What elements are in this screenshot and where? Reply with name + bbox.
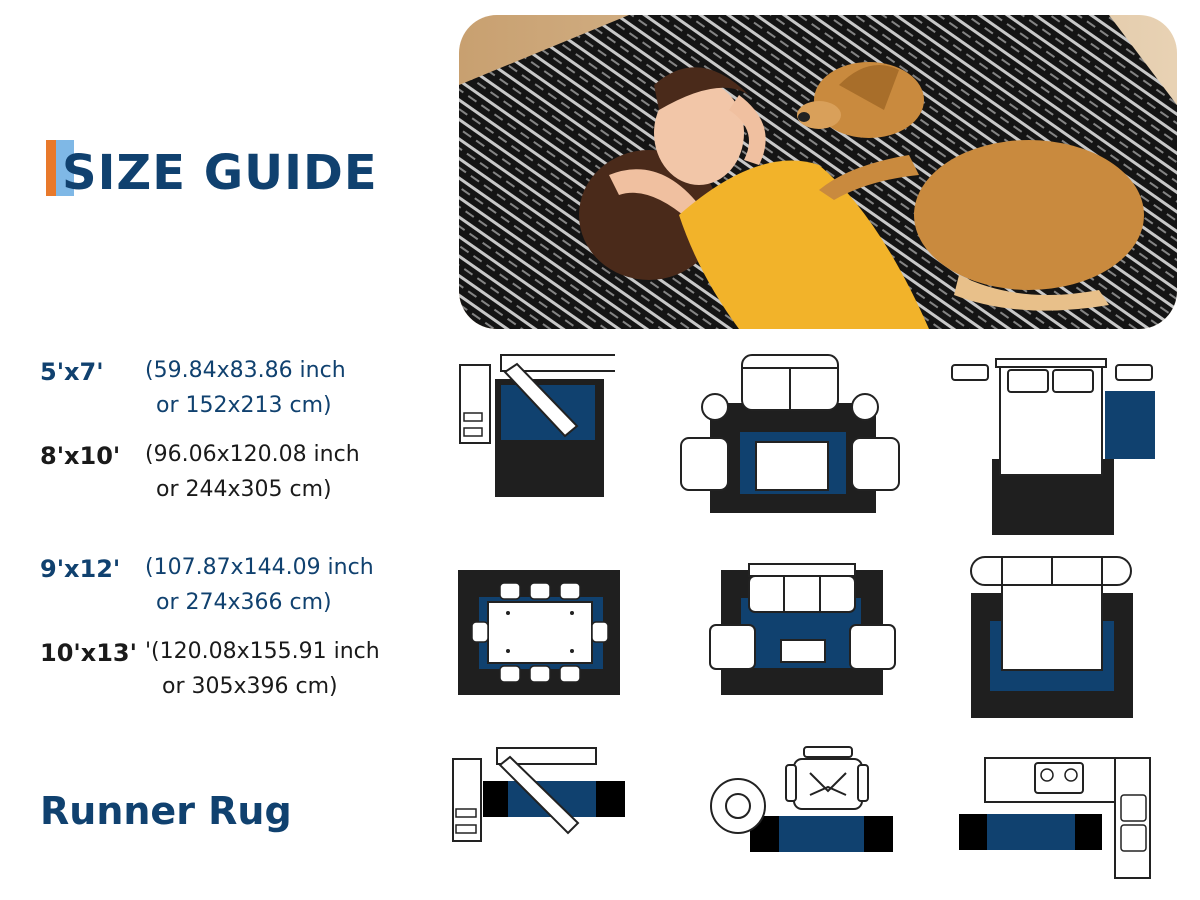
title-accent-orange: [46, 140, 56, 196]
size-label-9x12: 9'x12': [40, 555, 121, 583]
girl-and-dog-photo: [459, 15, 1177, 329]
office-layout-icon-5x7: [455, 350, 615, 505]
page-title: SIZE GUIDE: [62, 145, 378, 201]
kitchen-runner-layout-icon: [955, 755, 1155, 880]
bedroom-layout-icon-9x12: [967, 553, 1137, 721]
size-dims-9x12-inch: (107.87x144.09 inch: [145, 555, 374, 580]
size-dims-5x7-inch: (59.84x83.86 inch: [145, 358, 346, 383]
size-label-8x10: 8'x10': [40, 442, 121, 470]
size-label-5x7: 5'x7': [40, 358, 104, 386]
living-room-layout-icon-9x12: [705, 560, 900, 700]
size-dims-10x13-inch: '(120.08x155.91 inch: [145, 639, 380, 664]
size-dims-10x13-cm: or 305x396 cm): [162, 674, 338, 699]
office-runner-layout-icon: [450, 745, 630, 845]
dining-room-layout-icon-9x12: [455, 568, 625, 698]
runner-rug-label: Runner Rug: [40, 789, 292, 833]
size-dims-5x7-cm: or 152x213 cm): [156, 393, 332, 418]
product-photo: [459, 15, 1177, 329]
living-room-layout-icon-5x7: [678, 350, 903, 515]
living-room-runner-layout-icon: [706, 743, 898, 855]
size-dims-8x10-inch: (96.06x120.08 inch: [145, 442, 360, 467]
bedroom-layout-icon-5x7: [948, 355, 1158, 537]
size-dims-8x10-cm: or 244x305 cm): [156, 477, 332, 502]
size-dims-9x12-cm: or 274x366 cm): [156, 590, 332, 615]
size-label-10x13: 10'x13': [40, 639, 137, 667]
